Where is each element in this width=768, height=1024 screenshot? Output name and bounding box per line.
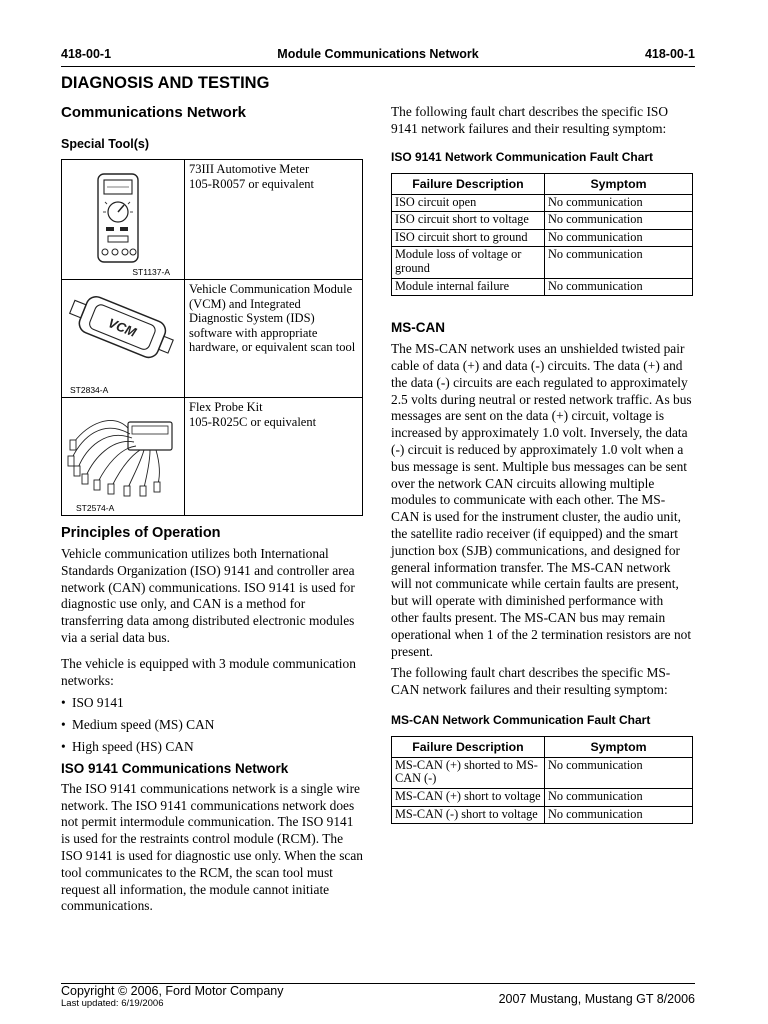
symptom-cell: No communication xyxy=(545,757,693,788)
symptom-cell: No communication xyxy=(545,806,693,824)
table-row xyxy=(392,757,693,788)
tool-image-cell xyxy=(62,160,185,280)
column-header-failure: Failure Description xyxy=(392,736,545,757)
ms-can-paragraph-1: The MS-CAN network uses an unshielded twisted pair cable of data (+) and data (-) circuits. The data (+) and the data (-) circuits are each regulated to approximately 2.5 volts during neutral or rested network traffic. As bus messages are sent on the data (+) circuit, voltage is increased by approximately 1.0 volt. Inversely, the data (-) circuit is reduced by approximately 1.0 volt when a bus message is sent. Multiple bus messages can be sent over the network CAN circuits allowing multiple modules to communicate with each other. The MS-CAN is used for the instrument cluster, the audio unit, the satellite radio receiver (if equipped) and the smart junction box (SJB) communications, and designed for general information transfer. The MS-CAN network will not communicate while certain faults are present, but will operate with diminished performance with other faults present. The MS-CAN bus may remain operational when 1 of the 2 termination resistors are not present. xyxy=(391,341,692,659)
tool-id-label: ST2574-A xyxy=(76,503,115,513)
table-row xyxy=(392,278,693,296)
tool-description-text: Flex Probe Kit 105-R025C or equivalent xyxy=(189,400,317,429)
failure-cell: Module internal failure xyxy=(392,278,545,296)
symptom-cell: No communication xyxy=(545,278,693,296)
ms-can-heading: MS-CAN xyxy=(391,320,445,336)
right-column xyxy=(391,104,693,824)
list-item xyxy=(61,695,363,712)
left-column xyxy=(61,104,363,915)
list-item xyxy=(61,717,363,734)
tool-description xyxy=(185,280,363,398)
page-header xyxy=(61,46,695,67)
tool-image-cell xyxy=(62,280,185,398)
symptom-cell: No communication xyxy=(545,789,693,807)
tool-row xyxy=(62,160,363,280)
flex-probe-kit-illustration-icon xyxy=(62,398,184,502)
tool-description xyxy=(185,160,363,280)
vehicle-model-text: 2007 Mustang, Mustang GT 8/2006 xyxy=(498,992,695,1006)
symptom-cell: No communication xyxy=(545,212,693,230)
communications-network-heading: Communications Network xyxy=(61,104,247,121)
table-row xyxy=(392,789,693,807)
header-title: Module Communications Network xyxy=(277,47,479,61)
failure-cell: MS-CAN (+) shorted to MS-CAN (-) xyxy=(392,757,545,788)
tool-description-text: Vehicle Communication Module (VCM) and Integrated Diagnostic System (IDS) software with appropriate hardware, or equivalent scan tool xyxy=(189,282,356,355)
symptom-cell: No communication xyxy=(545,247,693,278)
header-section-number-left: 418-00-1 xyxy=(61,47,112,61)
iso-9141-paragraph: The ISO 9141 communications network is a single wire network. The ISO 9141 communications network does not permit intermodule communication. The ISO 9141 is used for the restraints control module (RCM). The ISO 9141 is used for diagnostic use only. When the scan tool communicates to the RCM, the scan tool must request all information, the module cannot initiate communications. xyxy=(61,780,363,914)
special-tools-heading: Special Tool(s) xyxy=(61,137,149,151)
column-header-symptom: Symptom xyxy=(545,173,693,194)
symptom-cell: No communication xyxy=(545,229,693,247)
tool-description-text: 73III Automotive Meter 105-R0057 or equivalent xyxy=(189,162,314,191)
header-section-number-right: 418-00-1 xyxy=(644,47,695,61)
table-row xyxy=(392,194,693,212)
failure-cell: ISO circuit short to ground xyxy=(392,229,545,247)
ms-can-paragraph-2: The following fault chart describes the specific MS-CAN network failures and their resulting symptom: xyxy=(391,665,671,698)
network-list xyxy=(61,695,363,755)
copyright-text: Copyright © 2006, Ford Motor Company xyxy=(61,984,284,998)
iso-fault-chart-table xyxy=(391,173,693,297)
table-header-row xyxy=(392,736,693,757)
ms-can-fault-chart-title: MS-CAN Network Communication Fault Chart xyxy=(391,712,651,727)
tool-row xyxy=(62,280,363,398)
table-row xyxy=(392,806,693,824)
iso-fault-chart-intro: The following fault chart describes the specific ISO 9141 network failures and their resulting symptom: xyxy=(391,104,669,136)
list-item-text: Medium speed (MS) CAN xyxy=(72,717,215,733)
column-header-failure: Failure Description xyxy=(392,173,545,194)
list-item xyxy=(61,739,363,756)
tool-row xyxy=(62,398,363,516)
section-title: DIAGNOSIS AND TESTING xyxy=(61,74,270,92)
vcm-module-illustration-icon xyxy=(62,280,184,384)
table-row xyxy=(392,247,693,278)
table-row xyxy=(392,229,693,247)
multimeter-illustration-icon xyxy=(62,160,184,266)
failure-cell: ISO circuit short to voltage xyxy=(392,212,545,230)
principles-paragraph-1: Vehicle communication utilizes both International Standards Organization (ISO) 9141 and controller area network (CAN) communications. ISO 9141 is used for diagnostic use only, and CAN is a method for transferring data among distributed electronic modules via a serial data bus. xyxy=(61,546,355,645)
tool-image-cell xyxy=(62,398,185,516)
last-updated-text: Last updated: 6/19/2006 xyxy=(61,998,164,1009)
failure-cell: ISO circuit open xyxy=(392,194,545,212)
failure-cell: MS-CAN (-) short to voltage xyxy=(392,806,545,824)
list-item-text: High speed (HS) CAN xyxy=(72,738,194,754)
iso-fault-chart-title: ISO 9141 Network Communication Fault Chart xyxy=(391,149,654,164)
ms-can-fault-chart-table xyxy=(391,736,693,824)
list-item-text: ISO 9141 xyxy=(72,695,124,711)
tool-description xyxy=(185,398,363,516)
tool-id-label: ST1137-A xyxy=(132,267,170,277)
principles-paragraph-2: The vehicle is equipped with 3 module communication networks: xyxy=(61,655,356,688)
bullet: • xyxy=(61,695,66,711)
principles-of-operation-heading: Principles of Operation xyxy=(61,525,221,541)
iso-9141-heading: ISO 9141 Communications Network xyxy=(61,760,289,776)
bullet: • xyxy=(61,738,66,754)
table-header-row xyxy=(392,173,693,194)
bullet: • xyxy=(61,717,66,733)
tool-id-label: ST2834-A xyxy=(70,385,109,395)
svg-text:VCM: VCM xyxy=(105,315,139,340)
failure-cell: MS-CAN (+) short to voltage xyxy=(392,789,545,807)
symptom-cell: No communication xyxy=(545,194,693,212)
column-header-symptom: Symptom xyxy=(545,736,693,757)
special-tools-table xyxy=(61,159,363,516)
page-footer xyxy=(61,983,695,1009)
table-row xyxy=(392,212,693,230)
failure-cell: Module loss of voltage or ground xyxy=(392,247,545,278)
